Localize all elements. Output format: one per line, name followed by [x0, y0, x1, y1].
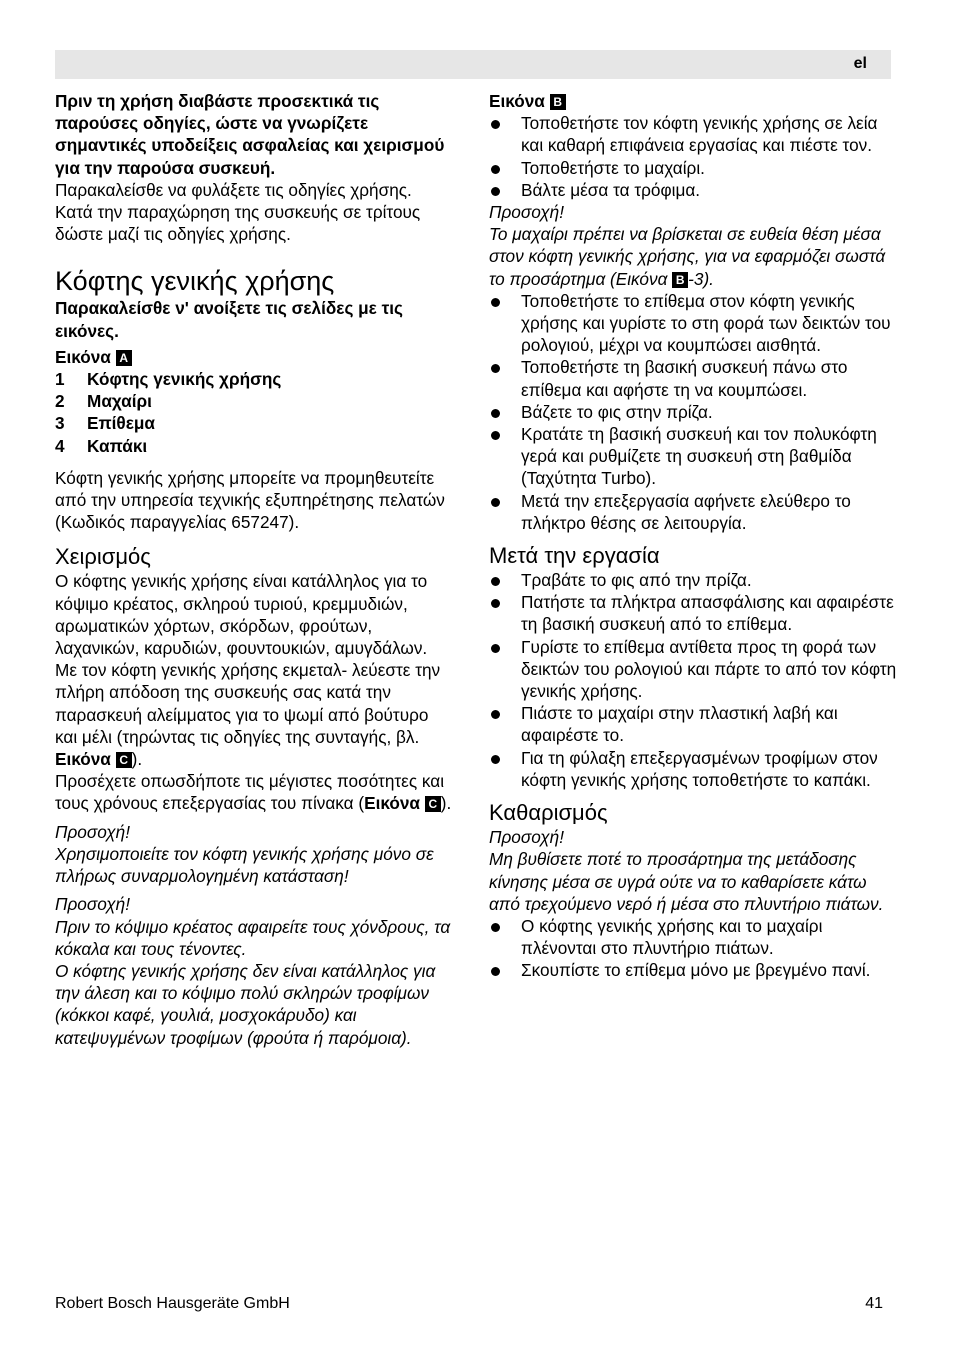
caution-text: Ο κόφτης γενικής χρήσης δεν είναι κατάλληλος για την άλεση και το κόψιμο πολύ σκληρών τροφίμων (κόκκοι καφέ, γουλιά, μοσχοκάρυδο) και κατεψυγμένων τροφίμων (φρούτα ή παρόμοια).	[55, 960, 436, 1048]
service-note: Κόφτη γενικής χρήσης μπορείτε να προμηθευτείτε από την υπηρεσία τεχνικής εξυπηρέτησης πελατών (Κωδικός παραγγελίας 657247).	[55, 467, 445, 533]
page-title: Κόφτης γενικής χρήσης	[55, 266, 335, 297]
list-item: Τοποθετήστε τη βασική συσκευή πάνω στο επίθεμα και αφήστε τη να κουμπώσει.	[489, 356, 899, 400]
intro-keep-instructions: Παρακαλείσθε να φυλάξετε τις οδηγίες χρήσης.	[55, 179, 412, 200]
list-item: Ο κόφτης γενικής χρήσης και το μαχαίρι πλένονται στο πλυντήριο πιάτων.	[489, 915, 899, 959]
list-item: Πιάστε το μαχαίρι στην πλαστική λαβή και αφαιρέστε το.	[489, 702, 899, 746]
operation-steps	[489, 290, 899, 534]
figure-c-box: C	[116, 752, 132, 768]
cleaning-heading: Καθαρισμός	[489, 800, 608, 826]
page-number: 41	[865, 1295, 883, 1312]
caution-text: Μη βυθίσετε ποτέ το προσάρτημα της μετάδοσης κίνησης μέσα σε υγρά ούτε να το καθαρίσετε κάτω από τρεχούμενο νερό ή μέσα στο πλυντήριο πιάτων.	[489, 849, 884, 914]
right-column	[489, 90, 899, 982]
list-item: Κρατάτε τη βασική συσκευή και τον πολυκόφτη γερά και ρυθμίζετε τη συσκευή στη βαθμίδα (Ταχύτητα Turbo).	[489, 423, 899, 490]
language-header-bar	[55, 50, 891, 79]
assembly-steps	[489, 112, 899, 201]
list-item: Σκουπίστε το επίθεμα μόνο με βρεγμένο πανί.	[489, 959, 899, 981]
figure-b-box: B	[550, 94, 566, 110]
handling-paragraph-2: Με τον κόφτη γενικής χρήσης εκμεταλ- λεύεστε την πλήρη απόδοση της συσκευής σας κατά την παρασκευή αλείμματος για το ψωμί από βούτυρο και μέλι (τηρώντας τις οδηγίες της συνταγής, βλ. Εικόνα C ).	[55, 660, 441, 770]
caution-label: Προσοχή!	[489, 202, 564, 223]
left-column	[55, 90, 455, 1049]
handling-paragraph-3: Προσέχετε οπωσδήποτε τις μέγιστες ποσότητες και τους χρόνους επεξεργασίας του πίνακα (Εικόνα C ).	[55, 771, 452, 814]
list-item: Γυρίστε το επίθεμα αντίθετα προς τη φορά των δεικτών του ρολογιού και πάρτε το από τον κόφτη γενικής χρήσης.	[489, 636, 899, 703]
cleaning-steps	[489, 915, 899, 982]
list-item: Μετά την επεξεργασία αφήνετε ελεύθερο το πλήκτρο θέσης σε λειτουργία.	[489, 490, 899, 534]
figure-b-label	[489, 90, 899, 112]
caution-text: Το μαχαίρι πρέπει να βρίσκεται σε ευθεία θέση μέσα στον κόφτη γενικής χρήσης, για να εφαρμόζει σωστά το προσάρτημα (Εικόνα B -3).	[489, 224, 886, 289]
caution-text: Χρησιμοποιείτε τον κόφτη γενικής χρήσης μόνο σε πλήρως συναρμολογημένη κατάσταση!	[55, 843, 434, 887]
after-work-steps	[489, 569, 899, 791]
figure-word: Εικόνα	[489, 91, 545, 111]
figure-word: Εικόνα	[55, 346, 111, 367]
list-item: Τοποθετήστε το μαχαίρι.	[489, 157, 899, 179]
list-item: Τραβάτε το φις από την πρίζα.	[489, 569, 899, 591]
caution-label: Προσοχή!	[55, 821, 130, 842]
figure-c-box: C	[425, 796, 441, 812]
parts-list	[55, 368, 455, 457]
figure-a-label	[55, 346, 455, 368]
figure-b-box: B	[672, 272, 688, 288]
caution-text: Πριν το κόψιμο κρέατος αφαιρείτε τους χόνδρους, τα κόκαλα και τους τένοντες.	[55, 916, 451, 959]
caution-label: Προσοχή!	[55, 894, 130, 915]
intro-bold: Πριν τη χρήση διαβάστε προσεκτικά τις παρούσες οδηγίες, ώστε να γνωρίζετε σημαντικές υποδείξεις ασφαλείας και χειρισμού για την παρούσα συσκευή.	[55, 91, 445, 178]
intro-third-parties: Κατά την παραχώρηση της συσκευής σε τρίτους δώστε μαζί τις οδηγίες χρήσης.	[55, 202, 421, 245]
figure-a-box: A	[116, 350, 132, 366]
handling-paragraph-1: Ο κόφτης γενικής χρήσης είναι κατάλληλος για το κόψιμο κρέατος, σκληρού τυριού, κρεμμυδιών, αρωματικών χόρτων, σκόρδων, φρούτων, λαχανικών, καρυδιών, φουντουκιών, αμυγδάλων.	[55, 571, 428, 659]
list-item: Πατήστε τα πλήκτρα απασφάλισης και αφαιρέστε τη βασική συσκευή από το επίθεμα.	[489, 591, 899, 635]
list-item: Τοποθετήστε το επίθεμα στον κόφτη γενικής χρήσης και γυρίστε το στη φορά των δεικτών του ρολογιού, μέχρι να κουμπώσει αισθητά.	[489, 290, 899, 357]
parts-list-item: 2 Μαχαίρι	[55, 391, 152, 412]
list-item: Τοποθετήστε τον κόφτη γενικής χρήσης σε λεία και καθαρή επιφάνεια εργασίας και πιέστε τον.	[489, 112, 899, 156]
open-pages-note: Παρακαλείσθε ν' ανοίξετε τις σελίδες με τις εικόνες.	[55, 298, 403, 341]
language-code: el	[853, 55, 867, 72]
footer-company: Robert Bosch Hausgeräte GmbH	[55, 1295, 290, 1312]
handling-heading: Χειρισμός	[55, 544, 151, 570]
after-work-heading: Μετά την εργασία	[489, 543, 660, 569]
list-item: Βάζετε το φις στην πρίζα.	[489, 401, 899, 423]
parts-list-item: 3 Επίθεμα	[55, 413, 155, 434]
caution-label: Προσοχή!	[489, 827, 564, 848]
parts-list-item: 4 Καπάκι	[55, 435, 148, 456]
parts-list-item: 1 Κόφτης γενικής χρήσης	[55, 369, 282, 390]
list-item: Βάλτε μέσα τα τρόφιμα.	[489, 179, 899, 201]
list-item: Για τη φύλαξη επεξεργασμένων τροφίμων στον κόφτη γενικής χρήσης τοποθετήστε το καπάκι.	[489, 747, 899, 791]
